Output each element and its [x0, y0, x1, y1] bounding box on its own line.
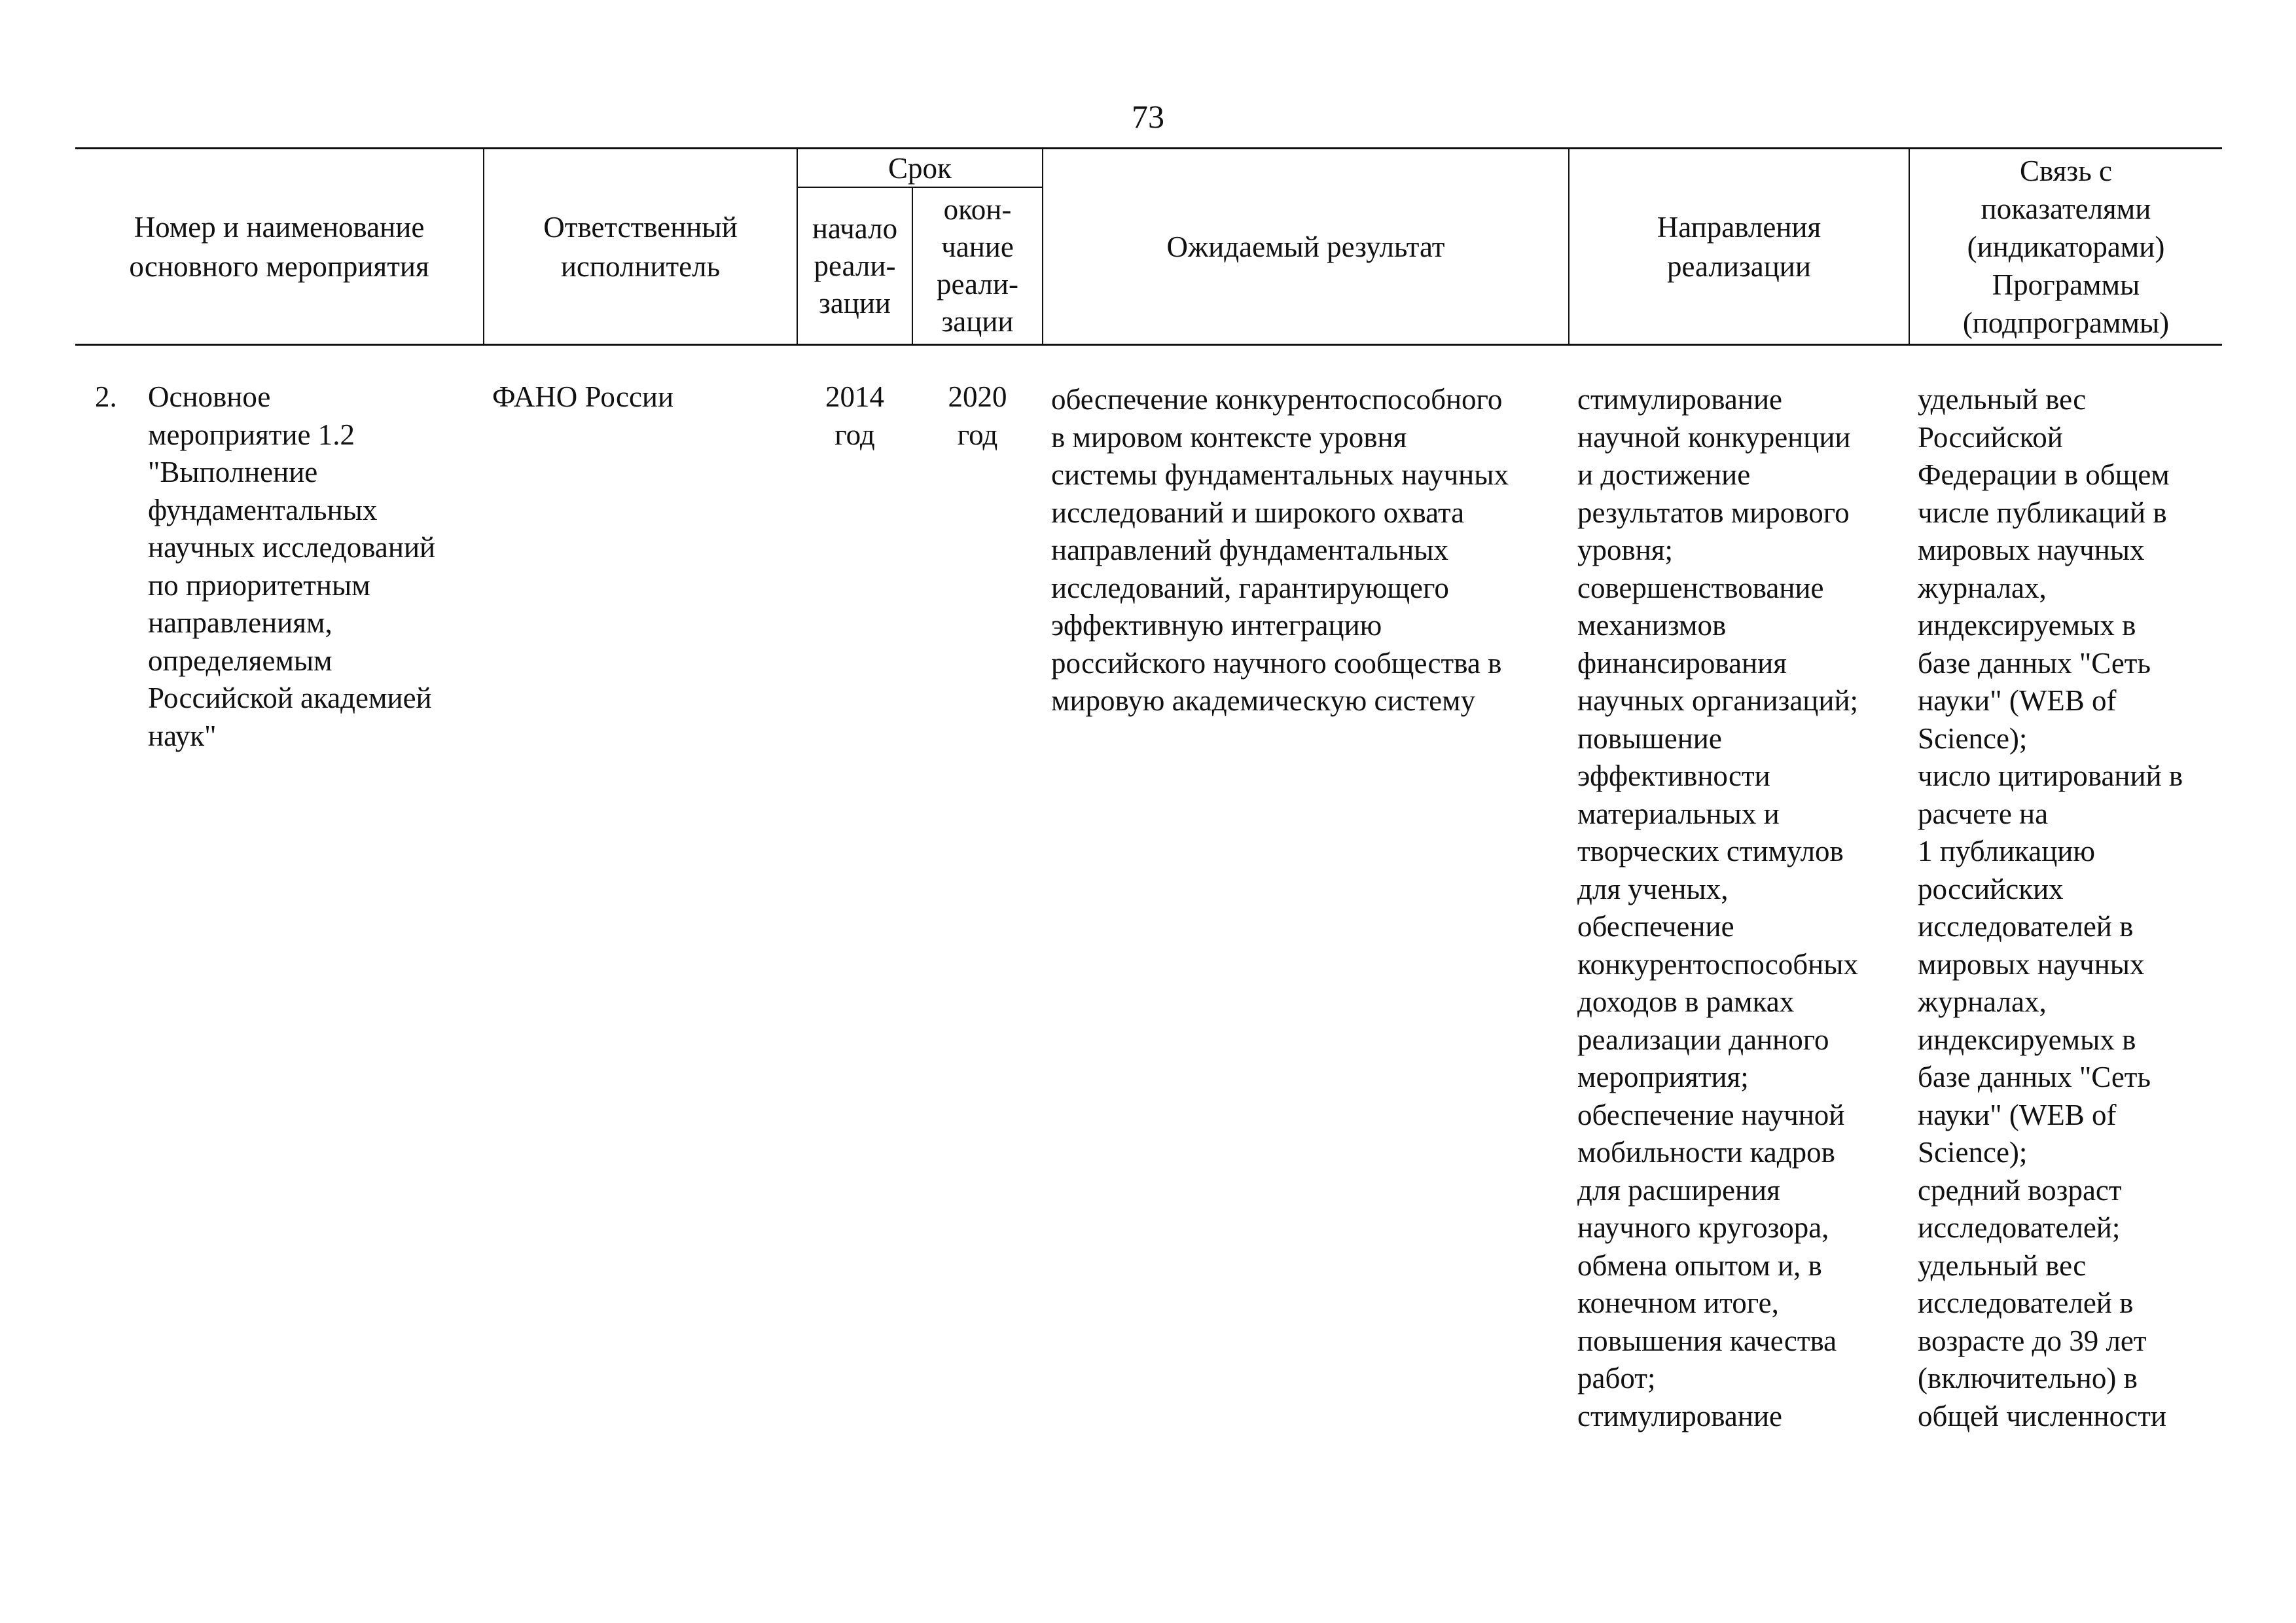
row-start-year: 2014 год — [825, 380, 884, 451]
header-directions: Направления реализации — [1657, 210, 1821, 283]
row-activity-name: Основное мероприятие 1.2 "Выполнение фундаментальных научных исследований по приоритетным направлениям, определяемым Российской академией наук" — [148, 380, 436, 752]
header-start: начало реали- зации — [812, 211, 898, 319]
row-end-year: 2020 год — [948, 380, 1007, 451]
page-number: 73 — [1132, 98, 1164, 135]
header-end: окон- чание реали- зации — [937, 193, 1018, 338]
header-bottom-border — [75, 344, 2222, 346]
header-term: Срок — [888, 151, 952, 185]
row-expected-result: обеспечение конкурентоспособного в мировом контексте уровня системы фундаментальных научных исследований и широкого охвата направлений фундаментальных исследований, гарантирующего эффективную интеграцию российского научного сообщества в мировую академическую систему — [1051, 383, 1509, 717]
row-number: 2. — [95, 380, 117, 413]
row-indicators: удельный вес Российской Федерации в общем числе публикаций в мировых научных журналах, индексируемых в базе данных "Сеть науки" (WEB of Science); число цитирований в расчете на 1 публикацию российских исследователей в мировых научных журналах, индексируемых в базе данных "Сеть науки" (WEB of Science); средний возраст исследователей; удельный вес исследователей в возрасте до 39 лет (включительно) в общей численности — [1918, 383, 2183, 1432]
header-result: Ожидаемый результат — [1166, 230, 1445, 263]
header-name: Номер и наименование основного мероприятия — [129, 210, 429, 283]
row-directions: стимулирование научной конкуренции и достижение результатов мирового уровня; совершенствование механизмов финансирования научных организаций; повышение эффективности материальных и творческих стимулов для ученых, обеспечение конкурентоспособных доходов в рамках реализации данного мероприятия; обеспечение научной мобильности кадров для расширения научного кругозора, обмена опытом и, в конечном итоге, повышения качества работ; стимулирование — [1577, 383, 1859, 1432]
header-executor: Ответственный исполнитель — [543, 210, 738, 283]
header-indicators-link: Связь с показателями (индикаторами) Программы (подпрограммы) — [1962, 154, 2170, 339]
row-executor: ФАНО России — [492, 380, 674, 413]
